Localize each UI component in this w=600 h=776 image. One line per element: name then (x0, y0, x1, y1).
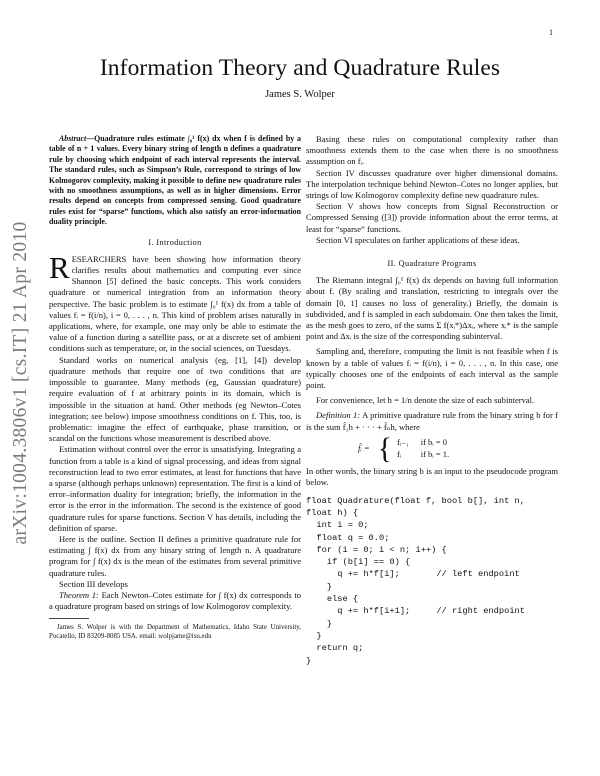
abstract (49, 134, 301, 228)
right-intro-paragraph-4: Section VI speculates on farther applications of these ideas. (316, 234, 520, 245)
intro-paragraph-3: Estimation without control over the error is unsatisfying. Integrating a function from a table is a kind of signal processing, and ideas from signal reconstruction lead to two error estimates, at least for functions that have a sparse (although perhaps unknown) representation. The first is a kind of error–information duality for integration; briefly, the information in the error is the error in the information. The second is the existence of good quadrature rules for sparse functions. Section V has details, including the definition of sparse. (49, 444, 301, 533)
section2-paragraph-1: The Riemann integral ∫₀¹ f(x) dx depends on having full information about f. (By scaling and translation, restricting to integrals over the domain [0, 1] causes no loss of generality.) Briefly, the domain is subdivided, and f is sampled in each subdomain. One then takes the limit, as the mesh goes to zero, of the sums Σ f(xᵢ*)Δxᵢ, where xᵢ* is the sample point and Δxᵢ is the size of the corresponding subinterval. (306, 275, 558, 342)
case-2-value: fᵢ (397, 449, 402, 460)
intro-paragraph-5: Section III develops (59, 578, 128, 589)
definition-label: Definition 1: (316, 410, 361, 421)
code-line: } (306, 618, 333, 629)
code-line: if (b[i] == 0) { (306, 557, 411, 568)
footnote: James S. Wolper is with the Department of Mathematics, Idaho State University, Pocatello, ID 83209-8085 USA. email: wolpjame@isu.edu (49, 624, 301, 641)
definition-1 (306, 410, 558, 432)
code-line: float h) { (306, 507, 359, 518)
paper-author: James S. Wolper (265, 89, 335, 100)
footnote-rule (49, 618, 89, 619)
code-line: else { (306, 594, 359, 605)
theorem-label: Theorem 1: (59, 589, 99, 600)
code-line: } (306, 581, 333, 592)
case-lhs: f̂ᵢ = (358, 443, 370, 454)
intro-paragraph-4: Here is the outline. Section II defines a primitive quadrature rule for estimating ∫ f(x) dx from any binary string of length n. A quadrature program for ∫ f(x) dx is the mean of the estimates from several primitive quadrature rules. (49, 533, 301, 578)
right-column (306, 134, 558, 667)
left-column (49, 134, 301, 641)
section2-paragraph-4: In other words, the binary string b is an input to the pseudocode program below. (306, 466, 558, 488)
code-line: float Quadrature(float f, bool b[], int n, (306, 495, 525, 506)
right-intro-paragraph-1: Basing these rules on computational complexity rather than smoothness extends them to the case when there is no smoothness assumption on fᵢ. (306, 134, 558, 167)
dropcap: R (49, 249, 70, 285)
abstract-text: —Quadrature rules estimate ∫₀¹ f(x) dx when f is defined by a table of n + 1 values. Every binary string of length n defines a quadrature rule by choosing which endpoint of each interval represents the interval. The standard rules, such as Simpson’s Rule, correspond to strings of low Kolmogorov complexity, making it possible to define new quadrature rules with no smoothness assumptions, as well as in higher dimensions. Error results depend on concepts from compressed sensing. Good quadrature rules exist for “sparse” functions, which also satisfy an error-information duality principle. (49, 134, 301, 227)
page-number: 1 (549, 28, 553, 37)
theorem-1 (49, 590, 301, 612)
code-line: } (306, 655, 312, 666)
case-table (397, 437, 461, 461)
arxiv-stamp-text: arXiv:1004.3806v1 [cs.IT] 21 Apr 2010 (10, 220, 31, 545)
code-line: } (306, 630, 322, 641)
intro-paragraph-1 (49, 249, 301, 355)
brace-glyph: { (377, 432, 393, 466)
section-heading-quadrature-programs: II. Quadrature Programs (387, 259, 477, 269)
code-line: int i = 0; (306, 520, 369, 531)
abstract-label: Abstract (59, 134, 87, 143)
theorem-text: Each Newton–Cotes estimate for ∫ f(x) dx corresponds to a quadrature program based on strings of low Kolmogorov complexity. (49, 589, 301, 612)
intro-paragraph-2: Standard works on numerical analysis (eg, [1], [4]) develop quadrature methods that require one of two conditions that are impossible to guarantee. Many methods (eg, Gaussian quadrature) require evaluation of f at arbitrary points in its domain, which is impossible in the situation at hand. Other methods (eg Newton–Cotes integration; see below) impose smoothness conditions on f. This, too, is problematic: imagine the effect of earthquake, phase transition, or scandal on the functions whose measurement is described above. (49, 354, 301, 444)
paper-title: Information Theory and Quadrature Rules (99, 55, 501, 81)
code-line: return q; (306, 643, 364, 654)
pseudocode-block (306, 495, 558, 667)
definition-text: A primitive quadrature rule from the binary string b for f is the sum f̂₁h + · · · + f̂ₙh, where (306, 410, 559, 432)
arxiv-stamp (2, 200, 40, 565)
code-line: for (i = 0; i < n; i++) { (306, 544, 447, 555)
section2-paragraph-3: For convenience, let h = 1/n denote the size of each subinterval. (316, 395, 535, 406)
code-line: q += h*f[i+1]; // right endpoint (306, 606, 525, 617)
right-intro-paragraph-2: Section IV discusses quadrature over higher dimensional domains. The interpolation technique behind Newton–Cotes no longer applies, but strings of low Kolmogorov complexity define new quadrature rules. (306, 167, 558, 201)
case-2-condition: if bᵢ = 1. (420, 449, 450, 460)
section2-paragraph-2: Sampling and, therefore, computing the limit is not feasible when f is known by a table of values fᵢ = f(i/n), i = 0, . . . , n. In this case, one typically chooses one of the endpoints of each interval as the sample point. (306, 346, 558, 391)
case-1-value: fᵢ₋₁ (397, 436, 409, 447)
code-line: float q = 0.0; (306, 532, 390, 543)
intro-paragraph-1-text: ESEARCHERS have been showing how information theory clarifies results about mathematics and computing ever since Shannon [5] defined the basic concepts. This work considers quadrature or numerical integration from an information theory perspective. The basic problem is to estimate ∫₀¹ f(x) dx from a table of values fᵢ = f(i/n), i = 0, . . . , n. This kind of problem arises naturally in applications, where, for example, one may only be able to estimate the value of a function during a satellite pass, or at a discrete set of ambient conditions such as temperature, or, in the social sciences, on Tuesdays. (49, 253, 301, 354)
code-line: q += h*f[i]; // left endpoint (306, 569, 520, 580)
right-intro-paragraph-3: Section V shows how concepts from Signal Reconstruction or Compressed Sensing ([3]) provide information about the error terms, at least for “sparse” functions. (306, 201, 558, 234)
section-heading-introduction: I. Introduction (148, 237, 202, 247)
case-equation (358, 432, 558, 466)
case-1-condition: if bᵢ = 0 (420, 436, 447, 447)
